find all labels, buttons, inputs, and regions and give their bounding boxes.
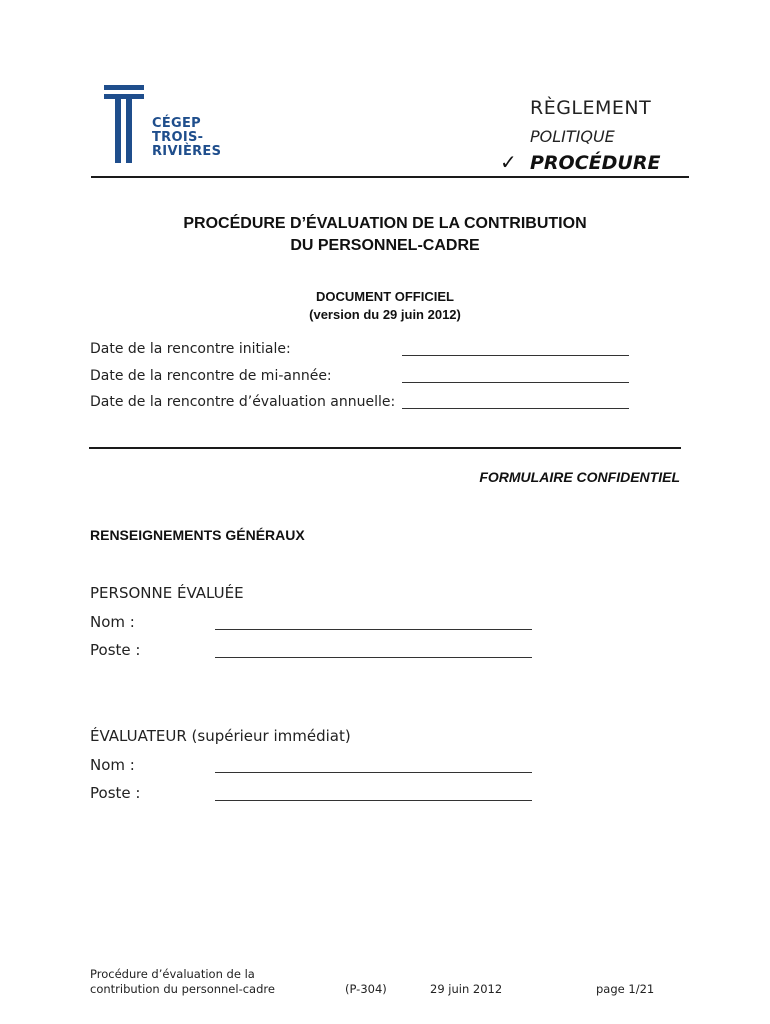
date-row-initial: [90, 341, 630, 361]
date-label: Date de la rencontre d’évaluation annuelle:: [90, 394, 396, 410]
logo-line-3: RIVIÈRES: [152, 144, 222, 159]
title-line-2: DU PERSONNEL-CADRE: [290, 237, 480, 254]
title-line-1: PROCÉDURE D’ÉVALUATION DE LA CONTRIBUTION: [183, 215, 587, 232]
footer-title-line-1: Procédure d’évaluation de la: [90, 967, 255, 981]
date-mid-year-field[interactable]: [402, 382, 629, 383]
evaluated-name-field[interactable]: [215, 629, 532, 630]
footer-page-number: page 1/21: [596, 982, 655, 996]
official-document-block: [90, 288, 680, 324]
logo-line-1: CÉGEP: [152, 116, 201, 131]
general-info-heading: RENSEIGNEMENTS GÉNÉRAUX: [90, 527, 305, 543]
official-label: DOCUMENT OFFICIEL: [316, 289, 454, 304]
field-label: Nom :: [90, 756, 135, 774]
header-divider: [91, 176, 689, 178]
logo-text: [152, 117, 221, 159]
version-label: (version du 29 juin 2012): [309, 307, 461, 322]
evaluator-position-field[interactable]: [215, 800, 532, 801]
footer-date: 29 juin 2012: [430, 982, 503, 996]
evaluated-person-heading: PERSONNE ÉVALUÉE: [90, 584, 244, 602]
page-title: [90, 213, 680, 257]
date-annual-field[interactable]: [402, 408, 629, 409]
footer-title-line-2: contribution du personnel-cadre: [90, 982, 275, 996]
evaluated-position-field[interactable]: [215, 657, 532, 658]
evaluator-position-row: [90, 784, 535, 806]
footer-code: (P-304): [345, 982, 387, 996]
date-label: Date de la rencontre initiale:: [90, 341, 291, 357]
date-row-mid-year: [90, 368, 630, 388]
evaluator-name-row: [90, 756, 535, 778]
confidential-label: FORMULAIRE CONFIDENTIEL: [479, 469, 680, 485]
date-label: Date de la rencontre de mi-année:: [90, 368, 332, 384]
doc-type-procedure: PROCÉDURE: [530, 152, 661, 174]
date-row-annual: [90, 394, 630, 414]
logo-line-2: TROIS-: [152, 130, 204, 145]
field-label: Poste :: [90, 784, 141, 802]
date-initial-field[interactable]: [402, 355, 629, 356]
doc-type-reglement: RÈGLEMENT: [530, 97, 652, 119]
field-label: Poste :: [90, 641, 141, 659]
evaluated-name-row: [90, 613, 535, 635]
doc-type-politique: POLITIQUE: [530, 127, 615, 146]
checkmark-icon: ✓: [500, 150, 517, 174]
field-label: Nom :: [90, 613, 135, 631]
cegep-logo-icon: [104, 85, 144, 163]
evaluator-name-field[interactable]: [215, 772, 532, 773]
section-divider: [89, 447, 681, 449]
evaluated-position-row: [90, 641, 535, 663]
evaluator-heading: ÉVALUATEUR (supérieur immédiat): [90, 727, 351, 745]
footer-document-title: [90, 967, 275, 997]
